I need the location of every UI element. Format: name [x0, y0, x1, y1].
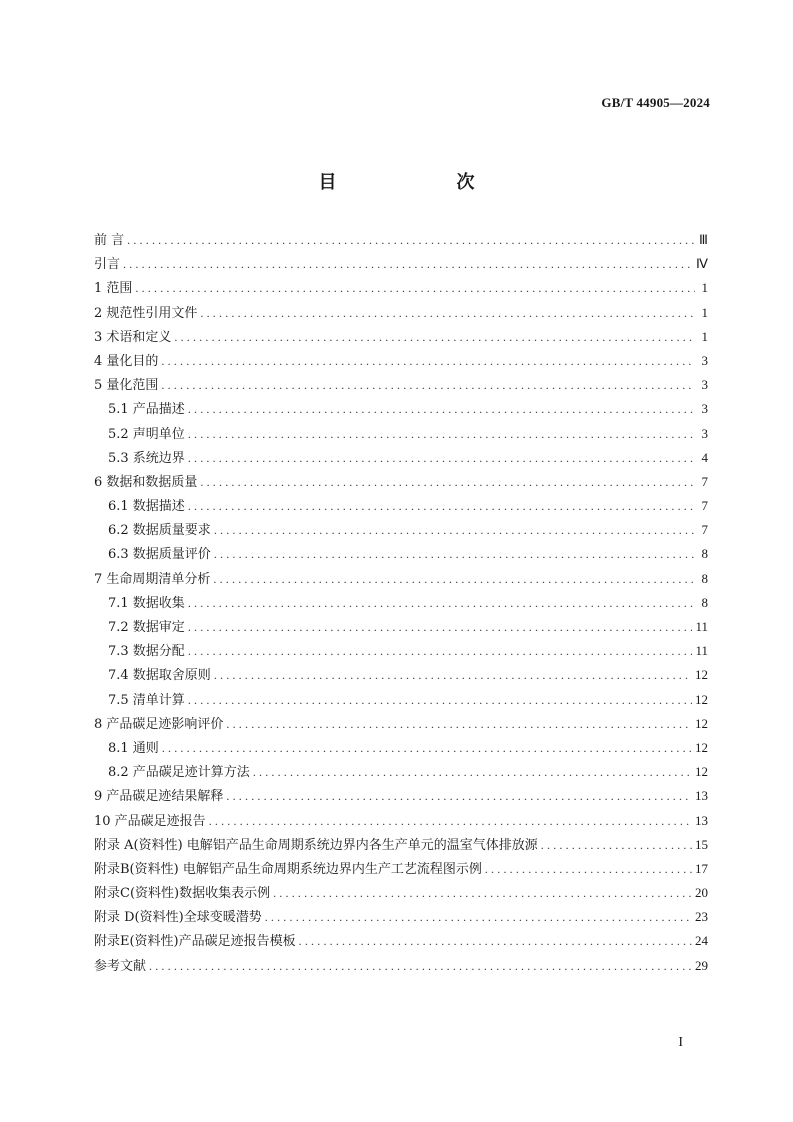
toc-entry-page: 12 [695, 667, 708, 683]
toc-entry[interactable] [94, 954, 708, 978]
toc-entry[interactable] [94, 760, 708, 784]
toc-leader-dots [188, 591, 695, 615]
toc-entry-page: 7 [701, 498, 708, 514]
toc-leader-dots [214, 542, 695, 566]
toc-entry[interactable] [94, 615, 708, 639]
toc-entry-label: 8.1 通则 [108, 740, 159, 756]
toc-entry[interactable] [94, 591, 708, 615]
toc-entry-label: 7.2 数据审定 [108, 620, 185, 635]
toc-entry-label: 7 生命周期清单分析 [94, 571, 211, 587]
toc-entry-page: 7 [701, 522, 708, 538]
toc-leader-dots [214, 518, 695, 542]
toc-entry-page: 17 [695, 860, 708, 876]
toc-entry-page: 4 [701, 449, 708, 465]
toc-entry-label: 6.2 数据质量要求 [108, 523, 211, 539]
toc-entry-page: 3 [701, 401, 708, 417]
toc-entry-page: 24 [695, 933, 708, 949]
toc-entry[interactable] [94, 470, 708, 494]
toc-entry-page: 13 [695, 812, 708, 828]
toc-entry-label: 7.3 数据分配 [108, 644, 185, 660]
standard-code: GB/T 44905—2024 [601, 95, 710, 110]
toc-entry[interactable] [94, 349, 708, 373]
toc-entry[interactable] [94, 446, 708, 470]
toc-leader-dots [253, 760, 692, 784]
toc-entry-label: 8.2 产品碳足迹计算方法 [108, 765, 250, 781]
toc-entry-page: 8 [701, 594, 708, 610]
toc-entry-label: 附录 A(资料性) 电解铝产品生命周期系统边界内各生产单元的温室气体排放源 [94, 837, 538, 853]
toc-entry[interactable] [94, 494, 708, 518]
toc-entry-label: 2 规范性引用文件 [94, 305, 198, 321]
toc-leader-dots [299, 929, 692, 953]
toc-leader-dots [188, 397, 695, 421]
toc-leader-dots [213, 567, 695, 591]
toc-entry[interactable] [94, 325, 708, 349]
toc-entry-page: 29 [695, 957, 708, 973]
page-number: I [678, 1035, 683, 1050]
toc-entry[interactable] [94, 397, 708, 421]
toc-entry-label: 引言 [94, 257, 121, 273]
toc-entry-label: 5.2 声明单位 [108, 426, 185, 442]
toc-entry-label: 8 产品碳足迹影响评价 [94, 716, 224, 732]
toc-entry-label: 6 数据和数据质量 [94, 474, 198, 490]
toc-leader-dots [188, 688, 692, 712]
toc-entry[interactable] [94, 252, 708, 276]
toc-entry-label: 4 量化目的 [94, 353, 159, 369]
toc-entry-label: 7.4 数据取舍原则 [108, 668, 211, 684]
toc-entry-page: 8 [701, 570, 708, 586]
toc-entry-page: Ⅳ [696, 256, 708, 272]
toc-entry-label: 6.1 数据描述 [108, 499, 185, 515]
toc-entry-label: 附录C(资料性)数据收集表示例 [94, 886, 271, 902]
toc-entry-label: 参考文献 [94, 958, 147, 974]
toc-entry[interactable] [94, 857, 708, 881]
toc-entry-page: 12 [695, 715, 708, 731]
toc-entry[interactable] [94, 663, 708, 687]
toc-entry-label: 3 术语和定义 [94, 329, 172, 345]
toc-entry-label: 9 产品碳足迹结果解释 [94, 789, 224, 805]
toc-leader-dots [200, 470, 695, 494]
toc-entry-label: 附录B(资料性) 电解铝产品生命周期系统边界内生产工艺流程图示例 [94, 861, 482, 877]
toc-entry-page: Ⅲ [699, 232, 708, 247]
toc-entry-label: 5.3 系统边界 [108, 450, 185, 466]
toc-entry-label: 1 范围 [94, 281, 133, 297]
toc-entry-page: 3 [701, 377, 708, 393]
toc-leader-dots [226, 712, 692, 736]
toc-entry[interactable] [94, 833, 708, 857]
toc-entry[interactable] [94, 905, 708, 929]
toc-leader-dots [226, 784, 692, 808]
toc-entry-page: 12 [695, 764, 708, 780]
toc-leader-dots [161, 349, 695, 373]
toc-leader-dots [123, 252, 693, 276]
toc-entry-page: 3 [701, 425, 708, 441]
toc-entry-page: 7 [701, 473, 708, 489]
toc-entry-page: 8 [701, 546, 708, 562]
toc-leader-dots [541, 833, 692, 857]
toc-entry[interactable] [94, 881, 708, 905]
toc-entry-page: 20 [695, 885, 708, 901]
toc-leader-dots [174, 325, 695, 349]
toc-entry[interactable] [94, 639, 708, 663]
toc-leader-dots [162, 736, 692, 760]
toc-leader-dots [214, 663, 692, 687]
toc-entry[interactable] [94, 567, 708, 591]
toc-entry-label: 附录 D(资料性)全球变暖潜势 [94, 910, 262, 926]
toc-leader-dots [265, 905, 692, 929]
toc-leader-dots [188, 446, 695, 470]
toc-entry[interactable] [94, 712, 708, 736]
toc-leader-dots [188, 494, 695, 518]
toc-leader-dots [200, 301, 695, 325]
toc-leader-dots [485, 857, 692, 881]
toc-leader-dots [127, 228, 695, 252]
toc-entry-page: 15 [695, 836, 708, 852]
toc-entry-label: 10 产品碳足迹报告 [94, 813, 206, 829]
toc-entry[interactable] [94, 784, 708, 808]
toc-entry[interactable] [94, 929, 708, 953]
toc-leader-dots [149, 954, 692, 978]
toc-entry-label: 5 量化范围 [94, 378, 159, 394]
toc-entry[interactable] [94, 422, 708, 446]
toc-leader-dots [188, 639, 693, 663]
toc-entry-page: 12 [695, 739, 708, 755]
toc-entry[interactable] [94, 301, 708, 325]
toc-entry-label: 7.5 清单计算 [108, 692, 185, 708]
toc-entry-label: 前 言 [94, 233, 125, 248]
page-title: 目 次 [318, 172, 503, 193]
toc-entry-label: 附录E(资料性)产品碳足迹报告模板 [94, 934, 296, 950]
toc-entry[interactable] [94, 809, 708, 833]
toc-entry-page: 12 [695, 691, 708, 707]
toc-entry-page: 11 [695, 643, 708, 659]
toc-entry[interactable] [94, 276, 708, 300]
toc-entry-page: 1 [701, 280, 708, 296]
toc-entry-label: 6.3 数据质量评价 [108, 547, 211, 563]
toc-leader-dots [188, 615, 693, 639]
table-of-contents [94, 228, 708, 978]
toc-entry-page: 13 [695, 788, 708, 804]
toc-leader-dots [188, 422, 695, 446]
toc-entry-label: 5.1 产品描述 [108, 402, 185, 418]
toc-entry[interactable] [94, 736, 708, 760]
toc-leader-dots [135, 276, 695, 300]
toc-leader-dots [161, 373, 695, 397]
toc-entry[interactable] [94, 373, 708, 397]
toc-entry-page: 1 [701, 304, 708, 320]
toc-entry[interactable] [94, 688, 708, 712]
toc-entry-page: 3 [701, 352, 708, 368]
toc-leader-dots [209, 809, 692, 833]
toc-entry-page: 11 [695, 619, 708, 634]
toc-entry[interactable] [94, 518, 708, 542]
toc-entry[interactable] [94, 542, 708, 566]
toc-entry-page: 1 [701, 328, 708, 344]
toc-leader-dots [273, 881, 692, 905]
toc-entry[interactable] [94, 228, 708, 252]
toc-entry-label: 7.1 数据收集 [108, 595, 185, 611]
toc-entry-page: 23 [695, 909, 708, 925]
